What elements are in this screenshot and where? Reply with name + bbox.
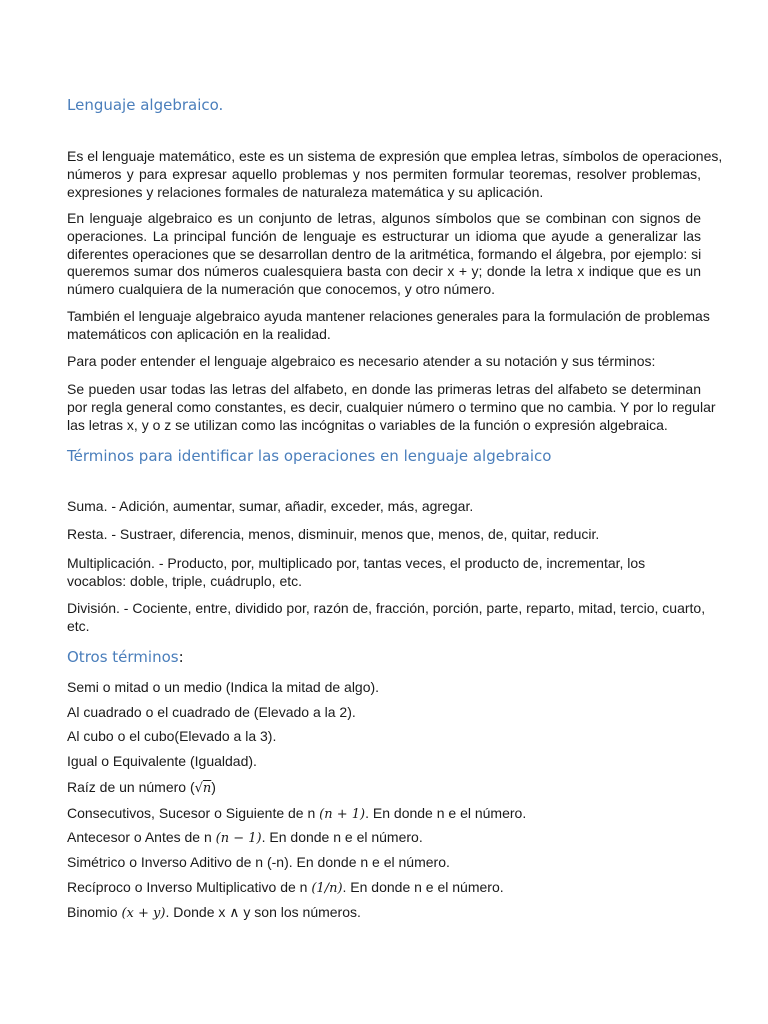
term-reciproco [67,879,701,898]
text-line: operaciones. La principal función de lenguaje es estructurar un idioma que ayude a generalizar las [67,227,701,244]
math-expression: (1/n) [311,881,343,896]
text-fragment: . En donde n e el número. [261,829,423,845]
heading-terminos-operaciones: Términos para identificar las operaciones en lenguaje algebraico [67,447,552,465]
term-consecutivos [67,805,701,824]
term-division [67,600,706,636]
heading-otros-terminos-text: Otros términos [67,648,179,666]
text-line: Multiplicación. - Producto, por, multiplicado por, tantas veces, el producto de, incrementar, los [67,555,646,571]
text-line: las letras x, y o z se utilizan como las incógnitas o variables de la función o expresión algebraica. [67,416,668,433]
paragraph-definition [67,210,701,299]
text-fragment: Raíz de un número ( [67,779,195,795]
math-expression: (x + y) [121,906,166,921]
text-line: Resta. - Sustraer, diferencia, menos, disminuir, menos que, menos, de, quitar, reducir. [67,526,600,542]
math-expression: (n + 1) [319,807,366,822]
text-line: Al cubo o el cubo(Elevado a la 3). [67,728,277,744]
term-antecesor [67,829,701,848]
paragraph-intro [67,148,723,201]
text-line: Es el lenguaje matemático, este es un sistema de expresión que emplea letras, símbolos de operaciones, [67,148,723,164]
radicand: n [202,781,212,796]
text-fragment: . En donde n e el número. [342,879,504,895]
text-fragment: Recíproco o Inverso Multiplicativo de n [67,879,312,895]
text-fragment: . En donde n e el número. [365,805,527,821]
text-line: queremos sumar dos números cualesquiera basta con decir x + y; donde la letra x indique que es un [67,263,701,280]
text-line: por regla general como constantes, es decir, cualquier número o termino que no cambia. Y por lo regular [67,398,716,415]
term-igual [67,753,701,771]
term-resta [67,526,701,544]
paragraph-letters [67,381,716,434]
text-line: En lenguaje algebraico es un conjunto de letras, algunos símbolos que se combinan con signos de [67,210,701,226]
text-line: expresiones y relaciones formales de naturaleza matemática y su aplicación. [67,183,544,200]
text-fragment: Consecutivos, Sucesor o Siguiente de n [67,805,320,821]
text-fragment: . Donde x ∧ y son los números. [165,904,361,920]
text-line: diferentes operaciones que se desarrollan dentro de la aritmética, formando el álgebra, por ejemplo: si [67,245,702,262]
text-line: Semi o mitad o un medio (Indica la mitad de algo). [67,679,380,695]
term-multiplicacion [67,555,701,591]
text-line: División. - Cociente, entre, dividido por, razón de, fracción, porción, parte, reparto, mitad, tercio, cuarto, [67,600,706,616]
text-line: matemáticos con aplicación en la realidad. [67,325,331,342]
text-line: Simétrico o Inverso Aditivo de n (-n). En donde n e el número. [67,854,450,870]
heading-otros-terminos [67,648,184,666]
text-fragment: Binomio [67,904,122,920]
text-fragment: Antecesor o Antes de n [67,829,216,845]
heading-colon: : [178,648,184,666]
radical-sign: √ [194,781,203,796]
paragraph-relations [67,308,710,344]
text-line: Para poder entender el lenguaje algebraico es necesario atender a su notación y sus términos: [67,353,656,369]
term-raiz [67,779,701,798]
term-suma [67,498,701,516]
square-root-symbol [195,781,212,796]
text-line: Igual o Equivalente (Igualdad). [67,753,257,769]
heading-lenguaje-algebraico: Lenguaje algebraico. [67,96,224,114]
text-line: Al cuadrado o el cuadrado de (Elevado a la 2). [67,704,356,720]
text-line: Suma. - Adición, aumentar, sumar, añadir, exceder, más, agregar. [67,498,474,514]
text-fragment: ) [211,779,216,795]
term-simetrico [67,854,701,872]
term-semi [67,679,701,697]
text-line: números y para expresar aquello problemas y nos permiten formular teoremas, resolver problemas, [67,165,701,182]
term-binomio [67,904,701,923]
term-cuadrado [67,704,701,722]
math-expression: (n − 1) [215,831,262,846]
text-line: número cualquiera de la numeración que conocemos, y otro número. [67,281,496,298]
text-line: etc. [67,617,90,634]
text-line: También el lenguaje algebraico ayuda mantener relaciones generales para la formulación de problemas [67,308,710,324]
paragraph-notation [67,353,701,371]
text-line: vocablos: doble, triple, cuádruplo, etc. [67,572,303,589]
term-cubo [67,728,701,746]
text-line: Se pueden usar todas las letras del alfabeto, en donde las primeras letras del alfabeto se determinan [67,381,701,397]
